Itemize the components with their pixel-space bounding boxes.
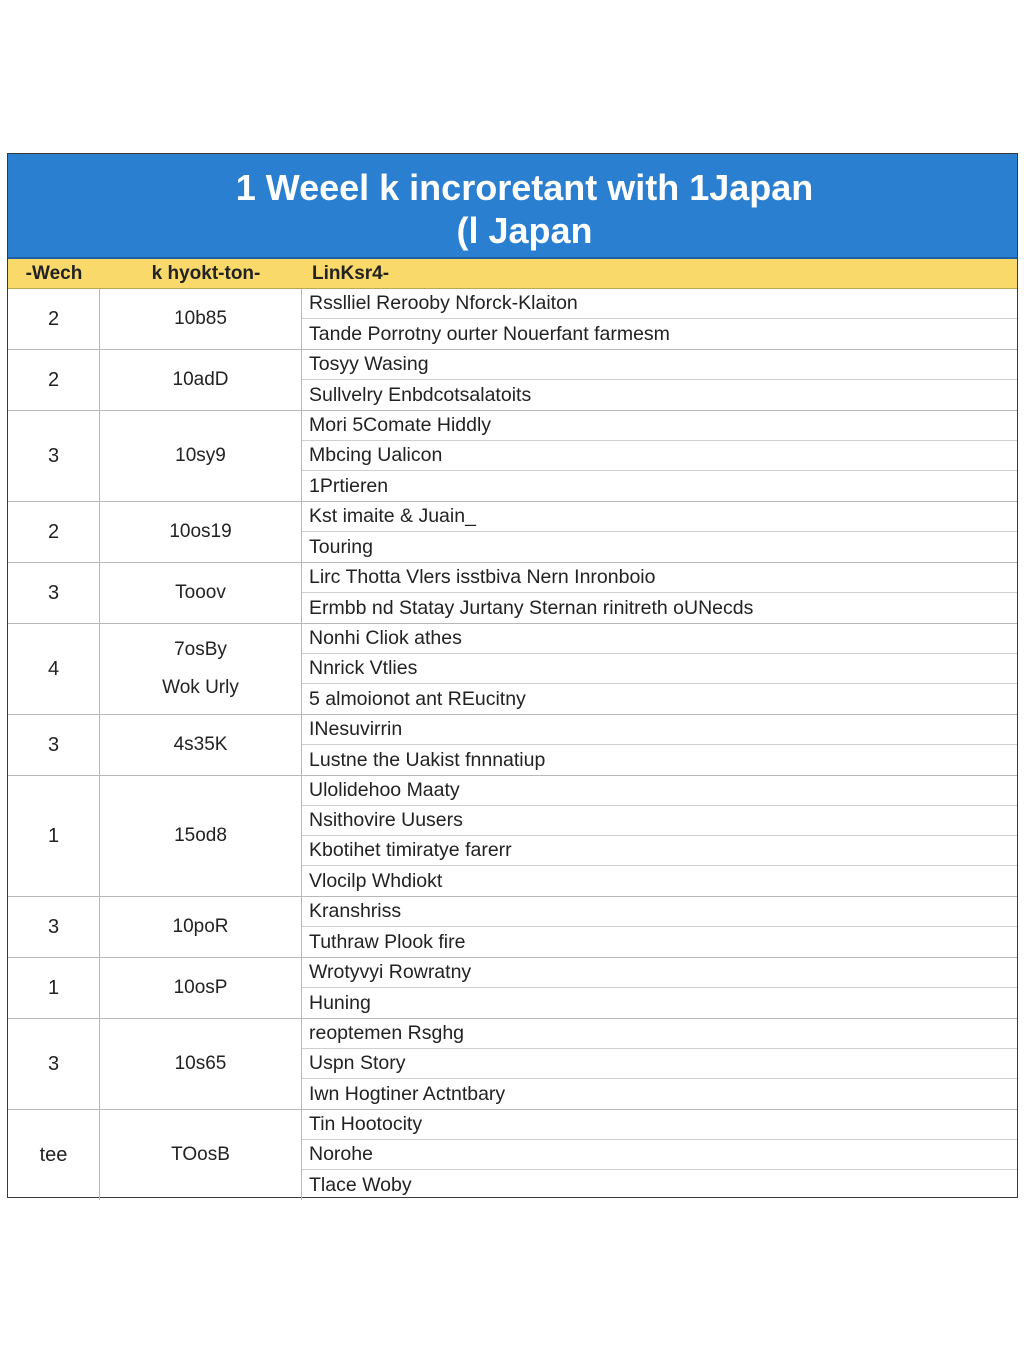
info-cell <box>100 350 302 410</box>
week-cell: 1 <box>8 776 100 896</box>
links-cell <box>302 776 1017 896</box>
links-cell <box>302 563 1017 623</box>
info-cell <box>100 1019 302 1109</box>
table-header <box>8 259 1017 289</box>
header-info: k hyokt-ton- <box>151 262 261 284</box>
info-text: 10poR <box>172 916 229 937</box>
table-row <box>8 958 1017 1019</box>
table-row <box>8 350 1017 411</box>
table-row <box>8 502 1017 563</box>
info-text: 15od8 <box>174 825 227 846</box>
link-item: Nsithovire Uusers <box>302 806 1017 836</box>
info-text: TOosB <box>171 1144 230 1165</box>
info-text: 10adD <box>172 369 229 390</box>
link-item: Wrotyvyi Rowratny <box>302 958 1017 988</box>
table-row <box>8 624 1017 715</box>
table-row <box>8 563 1017 624</box>
info-text: 10osP <box>173 977 228 998</box>
links-cell <box>302 502 1017 562</box>
link-item: Lustne the Uakist fnnnatiup <box>309 748 546 771</box>
title-banner <box>8 154 1017 259</box>
table-row <box>8 411 1017 502</box>
links-cell <box>302 958 1017 1018</box>
info-cell <box>100 624 302 714</box>
header-links: LinKsr4- <box>312 262 390 284</box>
info-cell <box>100 289 302 349</box>
link-item: Tosyy Wasing <box>302 350 1017 380</box>
table-row <box>8 897 1017 958</box>
link-item: Kranshriss <box>302 897 1017 927</box>
week-cell: 2 <box>8 350 100 410</box>
link-item: Norohe <box>302 1140 1017 1170</box>
links-cell <box>302 1019 1017 1109</box>
table-row <box>8 1019 1017 1110</box>
info-cell <box>100 563 302 623</box>
week-cell: 3 <box>8 1019 100 1109</box>
table-body <box>8 289 1017 1200</box>
week-cell: 3 <box>8 411 100 501</box>
title-line-2: (l Japan <box>456 209 593 251</box>
link-item: Tin Hootocity <box>302 1110 1017 1140</box>
link-item: Nnrick Vtlies <box>302 654 1017 684</box>
links-cell <box>302 411 1017 501</box>
link-item: Vlocilp Whdiokt <box>309 869 443 892</box>
info-cell <box>100 897 302 957</box>
week-cell: 3 <box>8 715 100 775</box>
info-cell <box>100 1110 302 1200</box>
link-item: Iwn Hogtiner Actntbary <box>309 1082 506 1105</box>
header-week: -Wech <box>25 262 83 284</box>
info-cell <box>100 411 302 501</box>
week-cell: 3 <box>8 563 100 623</box>
link-item: Uspn Story <box>302 1049 1017 1079</box>
link-item: Huning <box>309 991 371 1014</box>
links-cell <box>302 289 1017 349</box>
link-item: 1Prtieren <box>309 474 389 497</box>
week-cell: 2 <box>8 289 100 349</box>
link-item: Tlace Woby <box>309 1173 412 1196</box>
link-item: Mbcing Ualicon <box>302 441 1017 471</box>
week-cell: 2 <box>8 502 100 562</box>
links-cell <box>302 624 1017 714</box>
link-item: Mori 5Comate Hiddly <box>302 411 1017 441</box>
link-item: reoptemen Rsghg <box>302 1019 1017 1049</box>
table-row <box>8 715 1017 776</box>
links-cell <box>302 715 1017 775</box>
link-item: Sullvelry Enbdcotsalatoits <box>309 383 532 406</box>
links-cell <box>302 1110 1017 1200</box>
links-cell <box>302 897 1017 957</box>
table-row <box>8 776 1017 897</box>
link-item: 5 almoionot ant REucitny <box>309 687 526 710</box>
link-item: Kst imaite & Juain_ <box>302 502 1017 532</box>
info-cell <box>100 502 302 562</box>
info-text: 4s35K <box>173 734 228 755</box>
info-text: 10s65 <box>174 1053 227 1074</box>
link-item: Tande Porrotny ourter Nouerfant farmesm <box>309 322 670 345</box>
link-item: Lirc Thotta Vlers isstbiva Nern Inronboio <box>302 563 1017 593</box>
document-sheet <box>7 153 1018 1198</box>
week-cell: 4 <box>8 624 100 714</box>
link-item: Nonhi Cliok athes <box>302 624 1017 654</box>
link-item: Tuthraw Plook fire <box>309 930 466 953</box>
week-cell: tee <box>8 1110 100 1200</box>
link-item: Ulolidehoo Maaty <box>302 776 1017 806</box>
link-item: Ermbb nd Statay Jurtany Sternan rinitreth oUNecds <box>309 596 754 619</box>
info-text: Wok Urly <box>162 677 239 698</box>
title-line-1: 1 Weeel k incroretant with 1Japan <box>235 166 814 208</box>
week-cell: 3 <box>8 897 100 957</box>
link-item: INesuvirrin <box>302 715 1017 745</box>
table-row <box>8 289 1017 350</box>
info-text: 10sy9 <box>175 445 226 466</box>
week-cell: 1 <box>8 958 100 1018</box>
info-text: Tooov <box>175 582 226 603</box>
info-cell <box>100 715 302 775</box>
info-cell <box>100 776 302 896</box>
link-item: Touring <box>309 535 373 558</box>
link-item: Kbotihet timiratye farerr <box>302 836 1017 866</box>
table-row <box>8 1110 1017 1200</box>
info-text: 10os19 <box>169 521 232 542</box>
links-cell <box>302 350 1017 410</box>
link-item: Rsslliel Rerooby Nforck-Klaiton <box>302 289 1017 319</box>
info-text: 10b85 <box>174 308 227 329</box>
info-cell <box>100 958 302 1018</box>
info-text: 7osBy <box>174 639 227 660</box>
